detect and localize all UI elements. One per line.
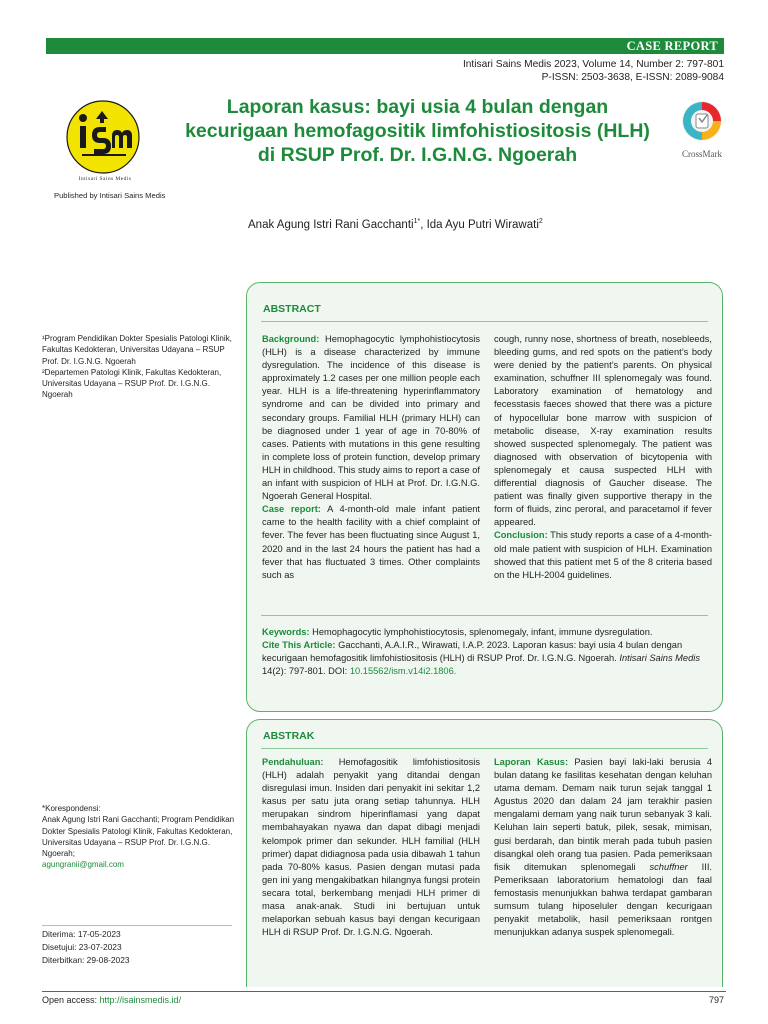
affiliation-2: ²Departemen Patologi Klinik, Fakultas Kedokteran, Universitas Udayana – RSUP Prof. Dr. I.G.N.G. Ngoerah [42, 367, 222, 400]
date-received: Diterima: 17-05-2023 [42, 929, 121, 939]
footer-open-access [42, 995, 181, 1005]
abstract-heading-rule [261, 321, 708, 322]
abstrak-heading: ABSTRAK [263, 730, 315, 742]
keywords-text: Hemophagocytic lymphohistiocytosis, splenomegaly, infant, immune dysregulation. [309, 627, 653, 637]
journal-logo-icon [62, 97, 144, 177]
cite-tail: 14(2): 797-801. DOI: [262, 666, 350, 677]
abstract-column-1 [262, 333, 480, 582]
laporan-kasus-text-continued: III. Pemeriksaan laboratorium hematologi dan faal femostasis menunjukkan bahwa terdapat gambaran sumsum tulang hiposeluler dengan kecurigaan penyakit metabolik, hasil pemeriksaan rontgen menunjukkan adanya suspek splenomegali. [494, 861, 712, 938]
affiliation-block [42, 333, 242, 401]
title-line: di RSUP Prof. Dr. I.G.N.G. Ngoerah [257, 144, 578, 166]
title-line: Laporan kasus: bayi usia 4 bulan dengan [226, 96, 609, 118]
conclusion-text: This study reports a case of a 4-month-old male patient with suspicion of HLH. Examination showed that this patient met 5 of the 8 criteria based on the HLH-2004 guidelines. [494, 530, 712, 580]
page-number: 797 [708, 995, 724, 1005]
journal-issn-line: P-ISSN: 2503-3638, E-ISSN: 2089-9084 [541, 71, 724, 83]
keywords-label: Keywords: [262, 627, 310, 637]
crossmark-icon[interactable] [672, 98, 732, 148]
footer-rule [42, 991, 726, 992]
published-by: Published by Intisari Sains Medis [54, 191, 166, 200]
open-access-label: Open access: [42, 995, 100, 1005]
author-name: Anak Agung Istri Rani Gacchanti [248, 218, 414, 231]
laporan-kasus-text: Pasien bayi laki-laki berusia 4 bulan datang ke fasilitas kesehatan dengan keluhan utama demam. Demam naik turun sejak tanggal 1 Agustus 2020 dan dalam 24 jam terakhir pasien mengalami demam yang naik turun sebanyak 3 kali. Keluhan lain seperti batuk, pilek, sesak, mimisan, gusi berdarah, dan bintik merah pada tubuh pasien disangkal oleh orang tua pasien. Pada pemeriksaan fisik ditemukan splenomegali [494, 757, 712, 872]
date-accepted: Disetujui: 23-07-2023 [42, 942, 122, 953]
pendahuluan-text: Hemofagositik limfohistiositosis (HLH) adalah penyakit yang ditandai dengan disregulasi imun. Insiden dari penyakit ini sekitar 1,2 kasus per satu juta orang setiap tahunnya. HLH merupakan sindrom hiperinflamasi yang dapat membahayakan nyawa dan dapat dibagi menjadi kelompok primer dan sekunder. HLH familial (HLH primer) dapat didiagnosa pada usia dibawah 1 tahun pada 70-80% kasus. Pasien dengan mutasi pada gen ini yang mengakibatkan hilangnya fungsi protein secara total, berkembang menjadi HLH primer di masa anak-anak. Studi ini bertujuan untuk melaporkan sebuah kasus bayi dengan kecurigaan HLH di RSUP Prof. Dr. I.G.N.G. Ngoerah. [262, 757, 480, 938]
author-affiliation-mark: 1* [413, 218, 421, 225]
case-report-bar [46, 38, 724, 54]
article-title [170, 95, 665, 167]
title-line: kecurigaan hemofagositik limfohistiositosis (HLH) [185, 120, 650, 142]
article-dates [42, 928, 232, 968]
author-name: Ida Ayu Putri Wirawati [426, 218, 539, 231]
author-affiliation-mark: 2 [538, 218, 543, 225]
keywords-and-citation [262, 626, 712, 678]
cite-label: Cite This Article: [262, 640, 336, 651]
pendahuluan-label: Pendahuluan: [262, 757, 324, 767]
background-label: Background: [262, 334, 320, 344]
abstrak-column-2 [494, 756, 712, 939]
abstract-heading: ABSTRACT [263, 303, 321, 315]
case-report-text-continued: cough, runny nose, shortness of breath, nosebleeds, bleeding gums, and red spots on the patient’s body were denied by the patient’s parents. On physical examination, schuffner III splenomegaly was found. Laboratory examination of hematology and fecesstasis faeces showed that there was a picture of hypocellular bone marrow with suspicion of metabolic disease, X-ray examination results showed suspected splenomegaly. The patient was diagnosed with observation of bicytopenia with splenomegaly et causa suspected HLH with differential diagnosis of Gaucher disease. The patient was finally given supportive therapy in the form of fluids, zinc peroral, and paracetamol if fever appeared. [494, 334, 712, 528]
open-access-link[interactable]: http://isainsmedis.id/ [99, 995, 182, 1005]
journal-citation-line: Intisari Sains Medis 2023, Volume 14, Number 2: 797-801 [462, 59, 724, 70]
laporan-kasus-label: Laporan Kasus: [494, 757, 569, 767]
case-report-text: A 4-month-old male infant patient came to the health facility with a chief complaint of fever. The fever has been fluctuating since August 1, 2020 and in the last 24 hours the patient has had a fever that has fluctuated 3 times. Other complaints such as [262, 504, 480, 580]
author-separator: , [420, 218, 427, 231]
case-report-label: Case report: [262, 504, 321, 515]
logo-caption: Intisari Sains Medis [78, 176, 132, 182]
abstrak-heading-rule [261, 748, 708, 749]
dates-top-rule [42, 925, 232, 926]
affiliation-1: ¹Program Pendidikan Dokter Spesialis Patologi Klinik, Fakultas Kedokteran, Universitas Udayana – RSUP Prof. Dr. I.G.N.G. Ngoerah [42, 334, 232, 366]
conclusion-label: Conclusion: [494, 530, 548, 541]
crossmark-label: CrossMark [682, 149, 722, 159]
laporan-kasus-italic: schuffner [649, 861, 688, 872]
correspondence-label: *Korespondensi: [42, 804, 101, 813]
section-label: CASE REPORT [626, 39, 718, 53]
cite-text: Gacchanti, A.A.I.R., Wirawati, I.A.P. 2023. Laporan kasus: bayi usia 4 bulan dengan kecurigaan hemofagositik limfohistiositosis (HLH) di RSUP Prof. Dr. I.G.N.G. Ngoerah. [262, 640, 683, 664]
cite-journal: Intisari Sains Medis [619, 653, 700, 664]
doi-link[interactable]: 10.15562/ism.v14i2.1806. [349, 666, 457, 677]
date-published: Diterbitkan: 29-08-2023 [42, 955, 130, 966]
background-text: Hemophagocytic lymphohistiocytosis (HLH) is a disease characterized by immune dysregulation. The incidence of this disease is approximately 1.2 cases per one million people each year. HLH is a life-threatening hyperinflammatory syndrome and can be divided into primary and secondary groups. Familial HLH (primary HLH) can be diagnosed under 1 year of age in 70-80% of cases. Patients with mutations in this gene resulting in complete loss of protein function, develop primary HLH in childhood. This study aims to report a case of an infant with suspicion of HLH at Prof. Dr. I.G.N.G. Ngoerah General Hospital. [262, 334, 480, 502]
abstract-keywords-rule [261, 615, 708, 616]
abstrak-column-1 [262, 756, 480, 939]
abstract-column-2 [494, 333, 712, 582]
journal-info [463, 59, 724, 84]
correspondence-block [42, 803, 242, 871]
author-list [248, 218, 543, 231]
correspondence-text: Anak Agung Istri Rani Gacchanti; Program Pendidikan Dokter Spesialis Patologi Klinik, Fakultas Kedokteran, Universitas Udayana – RSUP Prof. Dr. I.G.N.G. Ngoerah; [42, 815, 235, 859]
correspondence-email[interactable]: agungranii@gmail.com [42, 860, 124, 870]
